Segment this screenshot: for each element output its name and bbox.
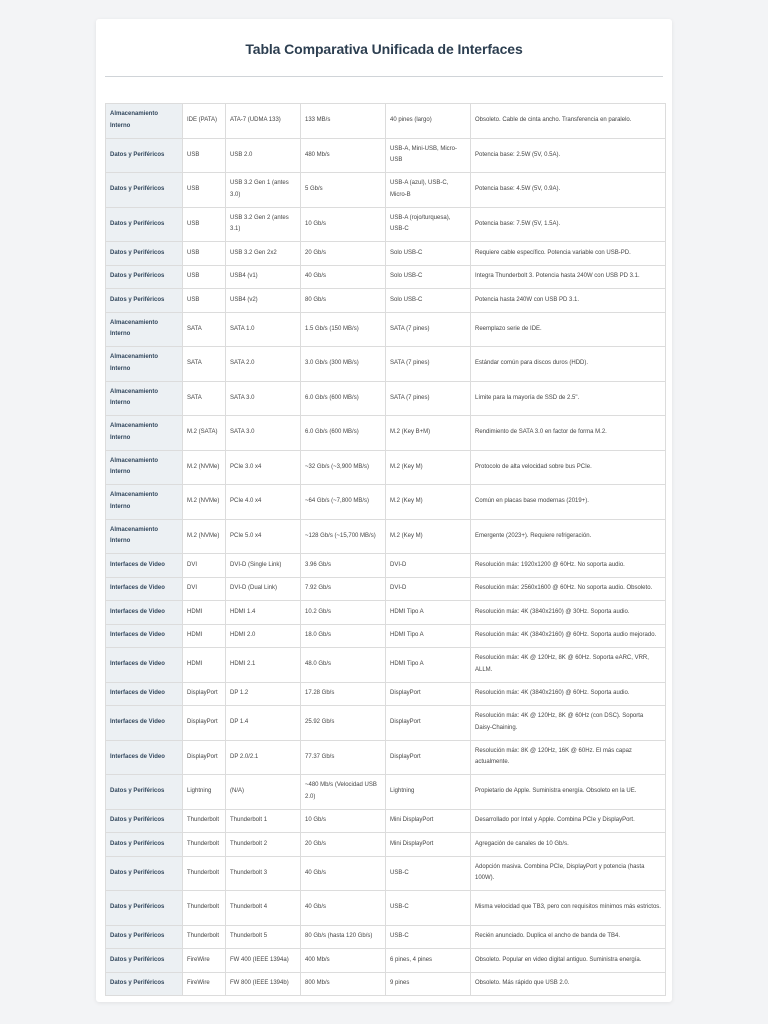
document-card	[96, 19, 672, 1002]
category-cell: Interfaces de Video	[106, 682, 183, 706]
category-cell: Datos y Periféricos	[106, 265, 183, 289]
category-cell: Interfaces de Video	[106, 706, 183, 741]
standard-cell: SATA 2.0	[226, 347, 301, 382]
speed-cell: 10 Gb/s	[301, 809, 386, 833]
standard-cell: Thunderbolt 1	[226, 809, 301, 833]
notes-cell: Adopción masiva. Combina PCIe, DisplayPort y potencia (hasta 100W).	[471, 856, 666, 891]
notes-cell: Rendimiento de SATA 3.0 en factor de forma M.2.	[471, 416, 666, 451]
table-row	[106, 706, 666, 741]
category-cell: Datos y Periféricos	[106, 856, 183, 891]
speed-cell: 6.0 Gb/s (600 MB/s)	[301, 381, 386, 416]
category-cell: Datos y Periféricos	[106, 833, 183, 857]
connector-cell: USB-C	[386, 925, 471, 949]
interface-cell: Lightning	[183, 775, 226, 810]
speed-cell: 80 Gb/s (hasta 120 Gb/s)	[301, 925, 386, 949]
standard-cell: Thunderbolt 5	[226, 925, 301, 949]
category-cell: Almacenamiento Interno	[106, 519, 183, 554]
connector-cell: M.2 (Key B+M)	[386, 416, 471, 451]
table-row	[106, 577, 666, 601]
speed-cell: 400 Mb/s	[301, 949, 386, 973]
connector-cell: Mini DisplayPort	[386, 833, 471, 857]
interface-cell: SATA	[183, 312, 226, 347]
category-cell: Interfaces de Video	[106, 648, 183, 683]
standard-cell: USB 2.0	[226, 138, 301, 173]
speed-cell: 40 Gb/s	[301, 891, 386, 926]
notes-cell: Resolución máx: 8K @ 120Hz, 16K @ 60Hz. El más capaz actualmente.	[471, 740, 666, 775]
connector-cell: Solo USB-C	[386, 265, 471, 289]
table-row	[106, 554, 666, 578]
table-row	[106, 381, 666, 416]
speed-cell: 17.28 Gb/s	[301, 682, 386, 706]
interface-cell: USB	[183, 242, 226, 266]
table-row	[106, 519, 666, 554]
table-row	[106, 289, 666, 313]
connector-cell: USB-C	[386, 891, 471, 926]
notes-cell: Emergente (2023+). Requiere refrigeración.	[471, 519, 666, 554]
interface-cell: USB	[183, 173, 226, 208]
interface-cell: HDMI	[183, 624, 226, 648]
category-cell: Datos y Periféricos	[106, 138, 183, 173]
connector-cell: SATA (7 pines)	[386, 312, 471, 347]
speed-cell: ~32 Gb/s (~3,900 MB/s)	[301, 450, 386, 485]
notes-cell: Resolución máx: 4K (3840x2160) @ 30Hz. Soporta audio.	[471, 601, 666, 625]
interface-cell: Thunderbolt	[183, 856, 226, 891]
speed-cell: 77.37 Gb/s	[301, 740, 386, 775]
standard-cell: (N/A)	[226, 775, 301, 810]
category-cell: Almacenamiento Interno	[106, 416, 183, 451]
table-body	[106, 104, 666, 996]
connector-cell: DVI-D	[386, 554, 471, 578]
connector-cell: HDMI Tipo A	[386, 624, 471, 648]
category-cell: Datos y Periféricos	[106, 809, 183, 833]
category-cell: Datos y Periféricos	[106, 289, 183, 313]
speed-cell: 7.92 Gb/s	[301, 577, 386, 601]
table-row	[106, 740, 666, 775]
connector-cell: HDMI Tipo A	[386, 648, 471, 683]
notes-cell: Obsoleto. Más rápido que USB 2.0.	[471, 972, 666, 996]
category-cell: Datos y Periféricos	[106, 173, 183, 208]
standard-cell: USB 3.2 Gen 1 (antes 3.0)	[226, 173, 301, 208]
interface-cell: DisplayPort	[183, 740, 226, 775]
standard-cell: ATA-7 (UDMA 133)	[226, 104, 301, 139]
table-row	[106, 104, 666, 139]
interface-cell: SATA	[183, 381, 226, 416]
category-cell: Almacenamiento Interno	[106, 381, 183, 416]
connector-cell: 40 pines (largo)	[386, 104, 471, 139]
standard-cell: PCIe 3.0 x4	[226, 450, 301, 485]
table-row	[106, 265, 666, 289]
notes-cell: Misma velocidad que TB3, pero con requisitos mínimos más estrictos.	[471, 891, 666, 926]
connector-cell: USB-C	[386, 856, 471, 891]
connector-cell: Lightning	[386, 775, 471, 810]
notes-cell: Resolución máx: 1920x1200 @ 60Hz. No soporta audio.	[471, 554, 666, 578]
speed-cell: ~128 Gb/s (~15,700 MB/s)	[301, 519, 386, 554]
notes-cell: Límite para la mayoría de SSD de 2.5".	[471, 381, 666, 416]
interface-cell: USB	[183, 289, 226, 313]
connector-cell: USB-A (azul), USB-C, Micro-B	[386, 173, 471, 208]
notes-cell: Agregación de canales de 10 Gb/s.	[471, 833, 666, 857]
table-row	[106, 809, 666, 833]
standard-cell: PCIe 5.0 x4	[226, 519, 301, 554]
speed-cell: 133 MB/s	[301, 104, 386, 139]
interface-cell: Thunderbolt	[183, 833, 226, 857]
connector-cell: SATA (7 pines)	[386, 347, 471, 382]
connector-cell: SATA (7 pines)	[386, 381, 471, 416]
interface-cell: Thunderbolt	[183, 925, 226, 949]
speed-cell: 10.2 Gb/s	[301, 601, 386, 625]
speed-cell: ~64 Gb/s (~7,800 MB/s)	[301, 485, 386, 520]
category-cell: Datos y Periféricos	[106, 242, 183, 266]
standard-cell: DP 1.2	[226, 682, 301, 706]
table-row	[106, 416, 666, 451]
standard-cell: HDMI 2.0	[226, 624, 301, 648]
table-row	[106, 242, 666, 266]
standard-cell: DVI-D (Dual Link)	[226, 577, 301, 601]
speed-cell: 25.92 Gb/s	[301, 706, 386, 741]
interface-cell: SATA	[183, 347, 226, 382]
table-row	[106, 347, 666, 382]
table-row	[106, 833, 666, 857]
table-row	[106, 312, 666, 347]
interface-cell: USB	[183, 265, 226, 289]
table-row	[106, 173, 666, 208]
interface-cell: M.2 (NVMe)	[183, 519, 226, 554]
connector-cell: M.2 (Key M)	[386, 519, 471, 554]
standard-cell: FW 400 (IEEE 1394a)	[226, 949, 301, 973]
speed-cell: 40 Gb/s	[301, 856, 386, 891]
table-row	[106, 648, 666, 683]
standard-cell: HDMI 1.4	[226, 601, 301, 625]
table-row	[106, 601, 666, 625]
standard-cell: Thunderbolt 2	[226, 833, 301, 857]
notes-cell: Obsoleto. Popular en video digital antiguo. Suministra energía.	[471, 949, 666, 973]
speed-cell: 800 Mb/s	[301, 972, 386, 996]
notes-cell: Estándar común para discos duros (HDD).	[471, 347, 666, 382]
notes-cell: Resolución máx: 4K @ 120Hz, 8K @ 60Hz (con DSC). Soporta Daisy-Chaining.	[471, 706, 666, 741]
interface-cell: M.2 (SATA)	[183, 416, 226, 451]
standard-cell: SATA 3.0	[226, 381, 301, 416]
standard-cell: DP 2.0/2.1	[226, 740, 301, 775]
category-cell: Almacenamiento Interno	[106, 312, 183, 347]
notes-cell: Obsoleto. Cable de cinta ancho. Transferencia en paralelo.	[471, 104, 666, 139]
category-cell: Datos y Periféricos	[106, 207, 183, 242]
connector-cell: Solo USB-C	[386, 242, 471, 266]
standard-cell: USB 3.2 Gen 2 (antes 3.1)	[226, 207, 301, 242]
speed-cell: 40 Gb/s	[301, 265, 386, 289]
standard-cell: PCIe 4.0 x4	[226, 485, 301, 520]
notes-cell: Requiere cable específico. Potencia variable con USB-PD.	[471, 242, 666, 266]
notes-cell: Reemplazo serie de IDE.	[471, 312, 666, 347]
table-row	[106, 624, 666, 648]
notes-cell: Potencia base: 4.5W (5V, 0.9A).	[471, 173, 666, 208]
table-row	[106, 856, 666, 891]
connector-cell: 6 pines, 4 pines	[386, 949, 471, 973]
notes-cell: Potencia base: 2.5W (5V, 0.5A).	[471, 138, 666, 173]
table-row	[106, 682, 666, 706]
interface-cell: USB	[183, 138, 226, 173]
category-cell: Datos y Periféricos	[106, 949, 183, 973]
connector-cell: M.2 (Key M)	[386, 450, 471, 485]
interface-cell: IDE (PATA)	[183, 104, 226, 139]
connector-cell: DVI-D	[386, 577, 471, 601]
speed-cell: 480 Mb/s	[301, 138, 386, 173]
interface-cell: M.2 (NVMe)	[183, 450, 226, 485]
interface-cell: M.2 (NVMe)	[183, 485, 226, 520]
table-row	[106, 775, 666, 810]
table-row	[106, 207, 666, 242]
table-row	[106, 450, 666, 485]
connector-cell: HDMI Tipo A	[386, 601, 471, 625]
notes-cell: Resolución máx: 4K (3840x2160) @ 60Hz. Soporta audio mejorado.	[471, 624, 666, 648]
speed-cell: 48.0 Gb/s	[301, 648, 386, 683]
table-row	[106, 925, 666, 949]
category-cell: Datos y Periféricos	[106, 775, 183, 810]
standard-cell: USB 3.2 Gen 2x2	[226, 242, 301, 266]
table-row	[106, 485, 666, 520]
category-cell: Interfaces de Video	[106, 554, 183, 578]
notes-cell: Propietario de Apple. Suministra energía. Obsoleto en la UE.	[471, 775, 666, 810]
speed-cell: 20 Gb/s	[301, 833, 386, 857]
standard-cell: Thunderbolt 3	[226, 856, 301, 891]
notes-cell: Potencia base: 7.5W (5V, 1.5A).	[471, 207, 666, 242]
connector-cell: M.2 (Key M)	[386, 485, 471, 520]
connector-cell: USB-A (rojo/turquesa), USB-C	[386, 207, 471, 242]
category-cell: Almacenamiento Interno	[106, 347, 183, 382]
connector-cell: USB-A, Mini-USB, Micro-USB	[386, 138, 471, 173]
interface-cell: Thunderbolt	[183, 809, 226, 833]
notes-cell: Común en placas base modernas (2019+).	[471, 485, 666, 520]
standard-cell: SATA 1.0	[226, 312, 301, 347]
speed-cell: ~480 Mb/s (Velocidad USB 2.0)	[301, 775, 386, 810]
speed-cell: 5 Gb/s	[301, 173, 386, 208]
table-row	[106, 138, 666, 173]
speed-cell: 18.0 Gb/s	[301, 624, 386, 648]
standard-cell: SATA 3.0	[226, 416, 301, 451]
notes-cell: Resolución máx: 4K @ 120Hz, 8K @ 60Hz. Soporta eARC, VRR, ALLM.	[471, 648, 666, 683]
category-cell: Datos y Periféricos	[106, 925, 183, 949]
interface-cell: HDMI	[183, 601, 226, 625]
standard-cell: DP 1.4	[226, 706, 301, 741]
category-cell: Interfaces de Video	[106, 740, 183, 775]
interface-cell: DisplayPort	[183, 706, 226, 741]
connector-cell: DisplayPort	[386, 740, 471, 775]
notes-cell: Potencia hasta 240W con USB PD 3.1.	[471, 289, 666, 313]
speed-cell: 80 Gb/s	[301, 289, 386, 313]
speed-cell: 10 Gb/s	[301, 207, 386, 242]
interface-cell: DVI	[183, 577, 226, 601]
speed-cell: 3.96 Gb/s	[301, 554, 386, 578]
interface-cell: HDMI	[183, 648, 226, 683]
interface-cell: FireWire	[183, 949, 226, 973]
notes-cell: Recién anunciado. Duplica el ancho de banda de TB4.	[471, 925, 666, 949]
standard-cell: USB4 (v2)	[226, 289, 301, 313]
title-divider	[105, 76, 663, 77]
table-row	[106, 949, 666, 973]
category-cell: Interfaces de Video	[106, 577, 183, 601]
category-cell: Almacenamiento Interno	[106, 450, 183, 485]
interface-cell: DisplayPort	[183, 682, 226, 706]
table-row	[106, 972, 666, 996]
interface-cell: USB	[183, 207, 226, 242]
notes-cell: Protocolo de alta velocidad sobre bus PCIe.	[471, 450, 666, 485]
speed-cell: 1.5 Gb/s (150 MB/s)	[301, 312, 386, 347]
page-title: Tabla Comparativa Unificada de Interfaces	[245, 41, 523, 57]
standard-cell: HDMI 2.1	[226, 648, 301, 683]
standard-cell: USB4 (v1)	[226, 265, 301, 289]
category-cell: Datos y Periféricos	[106, 972, 183, 996]
interface-cell: DVI	[183, 554, 226, 578]
connector-cell: Mini DisplayPort	[386, 809, 471, 833]
connector-cell: DisplayPort	[386, 682, 471, 706]
category-cell: Almacenamiento Interno	[106, 485, 183, 520]
speed-cell: 6.0 Gb/s (600 MB/s)	[301, 416, 386, 451]
standard-cell: DVI-D (Single Link)	[226, 554, 301, 578]
connector-cell: Solo USB-C	[386, 289, 471, 313]
connector-cell: 9 pines	[386, 972, 471, 996]
speed-cell: 3.0 Gb/s (300 MB/s)	[301, 347, 386, 382]
comparison-table	[105, 103, 666, 996]
notes-cell: Integra Thunderbolt 3. Potencia hasta 240W con USB PD 3.1.	[471, 265, 666, 289]
connector-cell: DisplayPort	[386, 706, 471, 741]
category-cell: Datos y Periféricos	[106, 891, 183, 926]
category-cell: Interfaces de Video	[106, 624, 183, 648]
notes-cell: Resolución máx: 2560x1600 @ 60Hz. No soporta audio. Obsoleto.	[471, 577, 666, 601]
notes-cell: Resolución máx: 4K (3840x2160) @ 60Hz. Soporta audio.	[471, 682, 666, 706]
interface-cell: FireWire	[183, 972, 226, 996]
notes-cell: Desarrollado por Intel y Apple. Combina PCIe y DisplayPort.	[471, 809, 666, 833]
category-cell: Almacenamiento Interno	[106, 104, 183, 139]
category-cell: Interfaces de Video	[106, 601, 183, 625]
speed-cell: 20 Gb/s	[301, 242, 386, 266]
standard-cell: FW 800 (IEEE 1394b)	[226, 972, 301, 996]
interface-cell: Thunderbolt	[183, 891, 226, 926]
standard-cell: Thunderbolt 4	[226, 891, 301, 926]
table-row	[106, 891, 666, 926]
